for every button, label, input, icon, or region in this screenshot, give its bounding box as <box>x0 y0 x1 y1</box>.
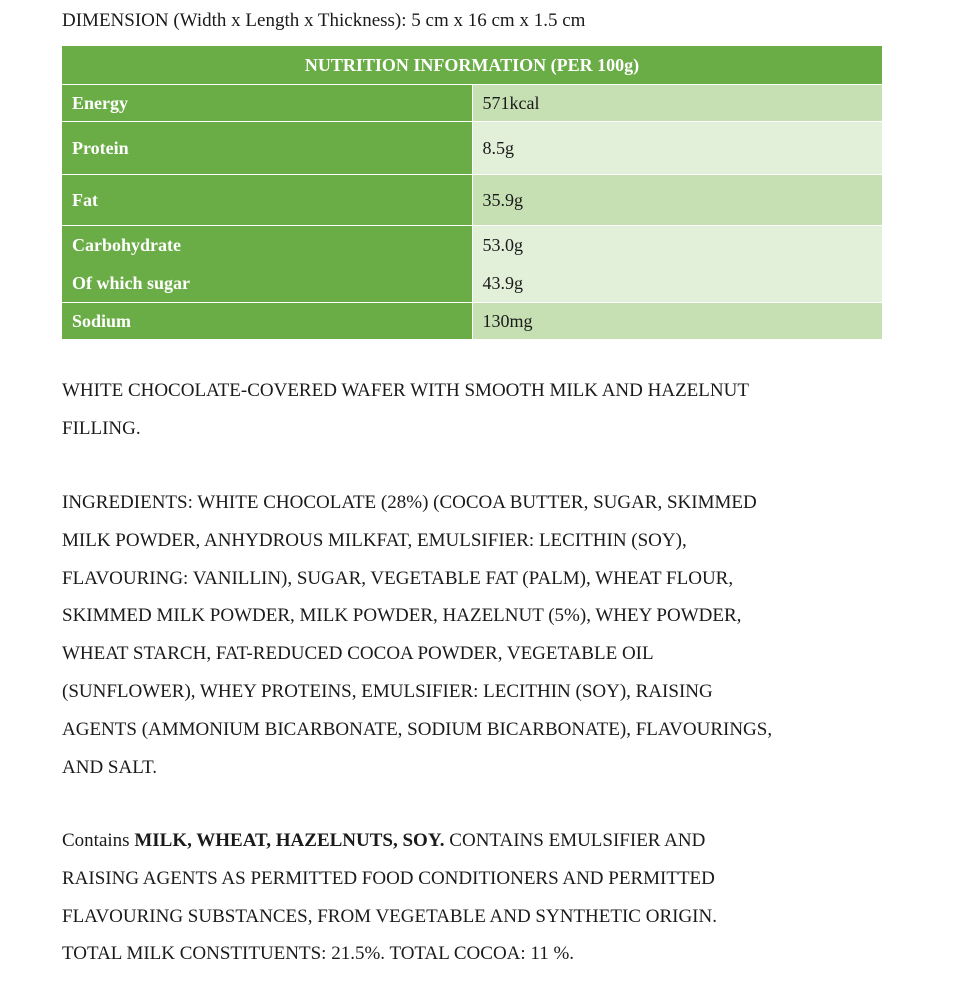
nutrition-row-fat <box>62 175 882 226</box>
ingredients-line: AGENTS (AMMONIUM BICARBONATE, SODIUM BICARBONATE), FLAVOURINGS, <box>62 718 773 740</box>
nutrition-header: NUTRITION INFORMATION (PER 100g) <box>62 46 882 85</box>
allergen-prefix: Contains <box>62 830 135 851</box>
ingredients-line: SKIMMED MILK POWDER, MILK POWDER, HAZELNUT (5%), WHEY POWDER, <box>62 605 742 627</box>
allergen-line: FLAVOURING SUBSTANCES, FROM VEGETABLE AND SYNTHETIC ORIGIN. <box>62 905 717 927</box>
nutrition-row-carbohydrate <box>62 226 882 303</box>
allergen-statement <box>62 822 892 973</box>
nutrient-value: 8.5g <box>472 122 882 175</box>
nutrient-label: Energy <box>62 85 472 122</box>
ingredients-list <box>62 484 892 786</box>
description-line: WHITE CHOCOLATE-COVERED WAFER WITH SMOOTH MILK AND HAZELNUT <box>62 380 749 401</box>
nutrient-value: 53.0g <box>482 235 523 255</box>
nutrition-table <box>62 46 882 340</box>
nutrient-value: 43.9g <box>482 273 523 293</box>
nutrition-row-protein <box>62 122 882 175</box>
ingredients-line: MILK POWDER, ANHYDROUS MILKFAT, EMULSIFIER: LECITHIN (SOY), <box>62 529 687 551</box>
nutrient-value: 35.9g <box>472 175 882 226</box>
nutrition-row-energy <box>62 85 882 122</box>
nutrient-label: Carbohydrate <box>72 235 181 255</box>
allergen-line-rest: CONTAINS EMULSIFIER AND <box>444 830 706 851</box>
product-description <box>62 372 892 448</box>
ingredients-line: WHEAT STARCH, FAT-REDUCED COCOA POWDER, VEGETABLE OIL <box>62 643 654 665</box>
ingredients-line: INGREDIENTS: WHITE CHOCOLATE (28%) (COCOA BUTTER, SUGAR, SKIMMED <box>62 492 757 513</box>
nutrient-label: Of which sugar <box>72 273 191 293</box>
ingredients-line: (SUNFLOWER), WHEY PROTEINS, EMULSIFIER: LECITHIN (SOY), RAISING <box>62 680 713 702</box>
ingredients-line: FLAVOURING: VANILLIN), SUGAR, VEGETABLE FAT (PALM), WHEAT FLOUR, <box>62 567 734 589</box>
ingredients-line: AND SALT. <box>62 756 158 778</box>
nutrient-label: Fat <box>62 175 472 226</box>
nutrient-label: Sodium <box>62 303 472 340</box>
allergen-line: RAISING AGENTS AS PERMITTED FOOD CONDITIONERS AND PERMITTED <box>62 867 715 889</box>
description-line: FILLING. <box>62 417 141 439</box>
allergen-list: MILK, WHEAT, HAZELNUTS, SOY. <box>134 830 445 851</box>
nutrition-row-sodium <box>62 303 882 340</box>
nutrient-value: 130mg <box>472 303 882 340</box>
nutrient-label: Protein <box>62 122 472 175</box>
dimension-text: DIMENSION (Width x Length x Thickness): 5 cm x 16 cm x 1.5 cm <box>62 10 586 31</box>
allergen-line <box>62 822 892 860</box>
allergen-line: TOTAL MILK CONSTITUENTS: 21.5%. TOTAL COCOA: 11 %. <box>62 943 575 965</box>
nutrient-value: 571kcal <box>472 85 882 122</box>
nutrient-label-stack <box>62 226 472 303</box>
nutrient-value-stack <box>472 226 882 303</box>
nutrition-header-row <box>62 46 882 85</box>
